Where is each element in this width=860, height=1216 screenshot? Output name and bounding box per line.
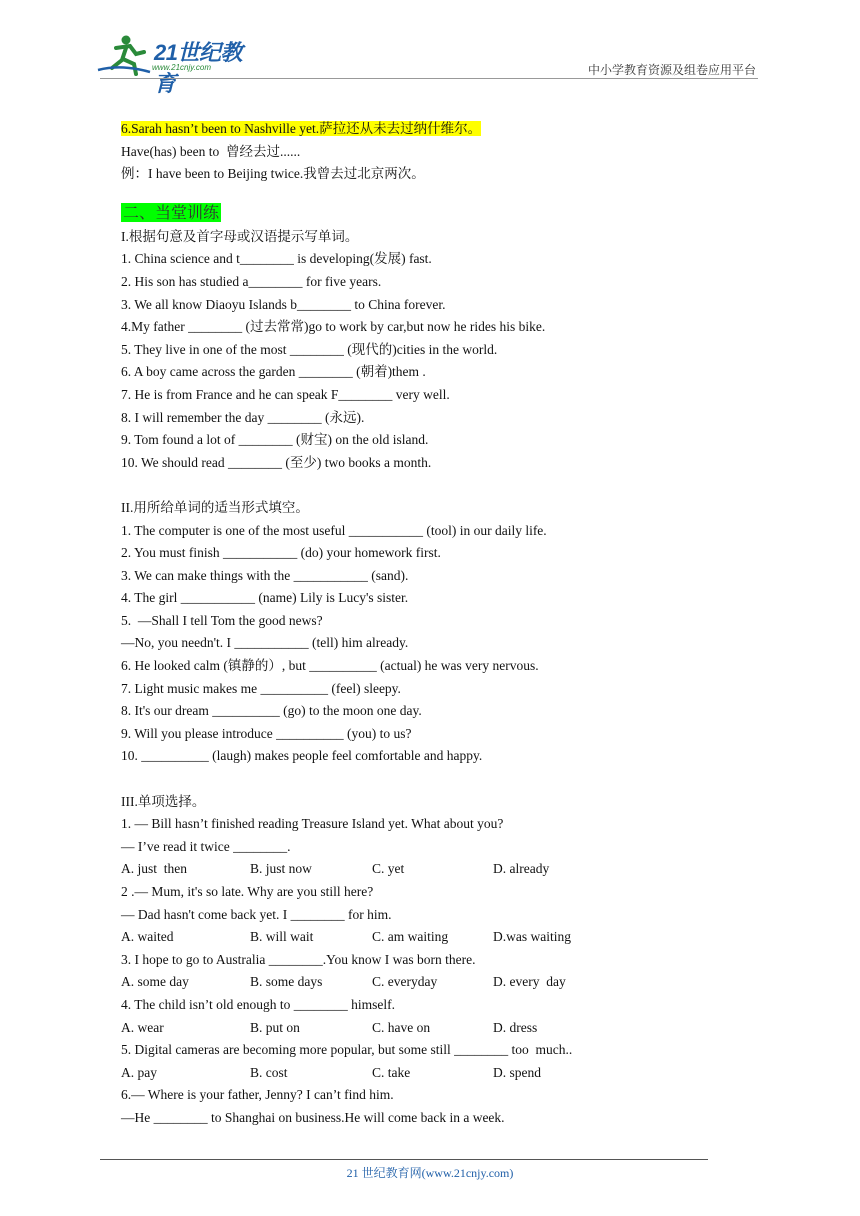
option-a: A. waited	[121, 929, 174, 945]
part1-item: 8. I will remember the day ________ (永远).	[121, 409, 365, 425]
mc-question: 3. I hope to go to Australia ________.You know I was born there.	[121, 951, 476, 967]
part1-title: I.根据句意及首字母或汉语提示写单词。	[121, 228, 359, 244]
platform-name: 中小学教育资源及组卷应用平台	[587, 63, 756, 77]
part3-title: III.单项选择。	[121, 793, 206, 809]
part2-item: 10. __________ (laugh) makes people feel comfortable and happy.	[121, 748, 483, 764]
mc-question-line2: —He ________ to Shanghai on business.He will come back in a week.	[121, 1109, 505, 1125]
option-d: D.was waiting	[493, 929, 571, 945]
option-b: B. put on	[250, 1019, 300, 1035]
mc-options	[121, 1017, 761, 1040]
page-footer: 21 世纪教育网(www.21cnjy.com)	[346, 1166, 514, 1180]
part2-title: II.用所给单词的适当形式填空。	[121, 499, 309, 515]
option-c: C. am waiting	[372, 929, 449, 945]
part2-item: 4. The girl ___________ (name) Lily is Lucy's sister.	[121, 590, 409, 606]
option-b: B. just now	[250, 861, 312, 877]
option-b: B. will wait	[250, 929, 314, 945]
mc-question-line2: — Dad hasn't come back yet. I ________ for him.	[121, 906, 392, 922]
mc-question: 6.— Where is your father, Jenny? I can’t find him.	[121, 1087, 394, 1103]
option-c: C. everyday	[372, 974, 438, 990]
part2-item: 3. We can make things with the ___________ (sand).	[121, 567, 409, 583]
mc-options	[121, 926, 761, 949]
mc-question: 2 .— Mum, it's so late. Why are you still here?	[121, 884, 374, 899]
option-b: B. cost	[250, 1064, 288, 1080]
part1-item: 6. A boy came across the garden ________ (朝着)them .	[121, 364, 426, 380]
option-d: D. spend	[493, 1064, 541, 1080]
part2-item: 7. Light music makes me __________ (feel) sleepy.	[121, 680, 401, 696]
part1-item: 10. We should read ________ (至少) two books a month.	[121, 454, 432, 470]
part1-item: 7. He is from France and he can speak F________ very well.	[121, 386, 450, 402]
part2-item: 9. Will you please introduce __________ (you) to us?	[121, 725, 412, 741]
mc-options	[121, 1062, 761, 1085]
part1-item: 1. China science and t________ is developing(发展) fast.	[121, 251, 432, 267]
part2-item: 8. It's our dream __________ (go) to the moon one day.	[121, 703, 422, 719]
option-c: C. have on	[372, 1019, 431, 1035]
option-b: B. some days	[250, 974, 323, 990]
option-c: C. yet	[372, 861, 405, 877]
logo-text: 21世纪教育	[154, 40, 242, 96]
part2-item: 6. He looked calm (镇静的）, but __________ (actual) he was very nervous.	[121, 658, 539, 674]
part2-item: 5. —Shall I tell Tom the good news?	[121, 612, 323, 628]
footer-divider	[100, 1159, 708, 1160]
mc-question: 5. Digital cameras are becoming more popular, but some still ________ too much..	[121, 1042, 573, 1058]
mc-question: 1. — Bill hasn’t finished reading Treasure Island yet. What about you?	[121, 816, 504, 832]
part1-item: 2. His son has studied a________ for five years.	[121, 273, 382, 289]
phrase-explanation: Have(has) been to 曾经去过......	[121, 143, 301, 159]
option-d: D. already	[493, 861, 550, 877]
option-d: D. dress	[493, 1019, 538, 1035]
logo-url: www.21cnjy.com	[152, 63, 211, 72]
mc-options	[121, 858, 761, 881]
part2-item: 1. The computer is one of the most useful ___________ (tool) in our daily life.	[121, 522, 547, 538]
part1-item: 9. Tom found a lot of ________ (财宝) on the old island.	[121, 432, 429, 448]
runner-logo-icon	[96, 34, 152, 78]
example-sentence: 例：I have been to Beijing twice.我曾去过北京两次。	[121, 166, 425, 182]
document-body	[121, 118, 761, 1130]
option-a: A. wear	[121, 1019, 164, 1035]
section-title: 二、当堂训练	[123, 202, 220, 222]
mc-question: 4. The child isn’t old enough to ________ himself.	[121, 996, 395, 1012]
site-logo	[96, 34, 256, 96]
part2-item: —No, you needn't. I ___________ (tell) him already.	[121, 635, 409, 651]
example-sentence-6: 6.Sarah hasn’t been to Nashville yet.萨拉还从未去过纳什维尔。	[121, 121, 482, 136]
part2-item: 2. You must finish ___________ (do) your homework first.	[121, 545, 441, 561]
option-a: A. some day	[121, 974, 189, 990]
header-divider	[100, 78, 758, 79]
mc-question-line2: — I’ve read it twice ________.	[121, 838, 291, 854]
mc-options	[121, 971, 761, 994]
part1-item: 3. We all know Diaoyu Islands b________ to China forever.	[121, 296, 446, 312]
option-a: A. just then	[121, 861, 187, 877]
option-d: D. every day	[493, 974, 566, 990]
option-c: C. take	[372, 1064, 411, 1080]
part1-item: 5. They live in one of the most ________ (现代的)cities in the world.	[121, 341, 498, 357]
part1-item: 4.My father ________ (过去常常)go to work by car,but now he rides his bike.	[121, 319, 546, 335]
page-header	[0, 0, 860, 96]
option-a: A. pay	[121, 1064, 157, 1080]
